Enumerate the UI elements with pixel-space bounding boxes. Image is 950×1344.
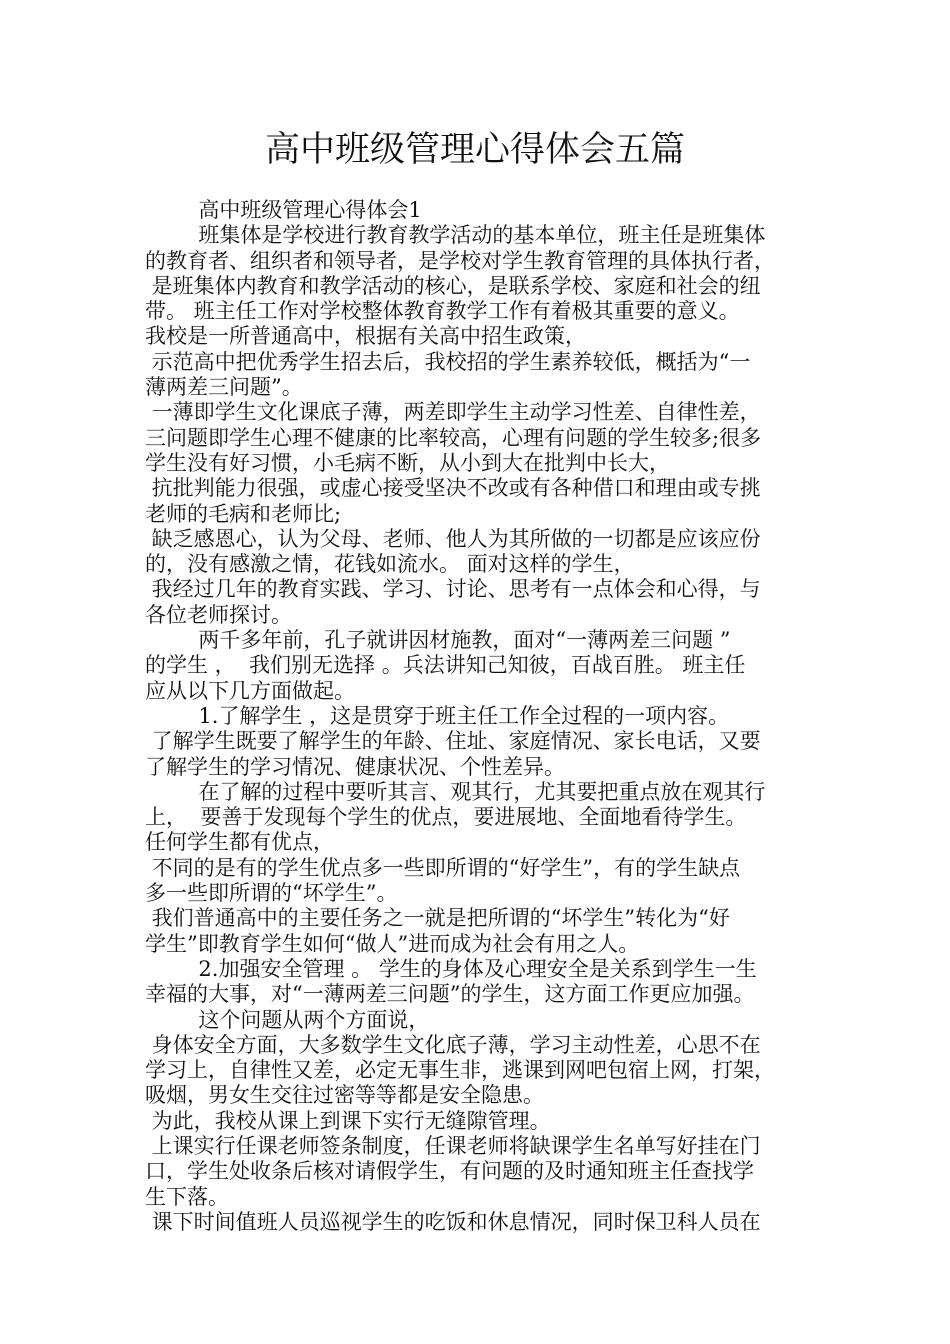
text-line: 这个问题从两个方面说，	[145, 1007, 430, 1032]
text-line: 学生没有好习惯，小毛病不断，从小到大在批判中长大，	[145, 450, 670, 475]
text-line: 吸烟，男女生交往过密等等都是安全隐患。	[145, 1083, 544, 1108]
text-line: 缺乏感恩心，认为父母、老师、他人为其所做的一切都是应该应份	[145, 526, 761, 551]
text-line: 我校是一所普通高中，根据有关高中招生政策，	[145, 324, 586, 349]
text-line: 在了解的过程中要听其言、观其行，尤其要把重点放在观其行	[145, 779, 766, 804]
text-line: 三问题即学生心理不健康的比率较高，心理有问题的学生较多;很多	[145, 425, 762, 450]
text-line: 1.了解学生 ，这是贯穿于班主任工作全过程的一项内容。	[145, 703, 730, 728]
text-line: 我经过几年的教育实践、学习、讨论、思考有一点体会和心得，与	[145, 577, 761, 602]
text-line: 的，没有感激之情，花钱如流水。 面对这样的学生，	[145, 552, 635, 577]
text-line: 的教育者、组织者和领导者，是学校对学生教育管理的具体执行者，	[145, 248, 775, 273]
text-line: 学生”即教育学生如何“做人”进而成为社会有用之人。	[145, 931, 640, 956]
text-line: 是班集体内教育和教学活动的核心，是联系学校、家庭和社会的纽	[145, 273, 761, 298]
text-line: 为此，我校从课上到课下实行无缝隙管理。	[145, 1108, 551, 1133]
text-line: 上课实行任课老师签条制度，任课老师将缺课学生名单写好挂在门	[145, 1133, 761, 1158]
text-line: 两千多年前，孔子就讲因材施教，面对“一薄两差三问题 ”	[145, 628, 731, 653]
text-line: 课下时间值班人员巡视学生的吃饭和休息情况，同时保卫科人员在	[145, 1209, 761, 1234]
text-line: 学习上，自律性又差，必定无事生非，逃课到网吧包宿上网，打架，	[145, 1058, 775, 1083]
text-line: 了解学生既要了解学生的年龄、住址、家庭情况、家长电话，又要	[145, 729, 761, 754]
text-line: 多一些即所谓的“坏学生”。	[145, 881, 398, 906]
text-line: 任何学生都有优点，	[145, 830, 334, 855]
text-line: 的学生 ， 我们别无选择 。兵法讲知己知彼，百战百胜。 班主任	[145, 653, 746, 678]
document-title: 高中班级管理心得体会五篇	[264, 130, 685, 170]
text-line: 示范高中把优秀学生招去后，我校招的学生素养较低，概括为“一	[145, 349, 751, 374]
text-line: 身体安全方面，大多数学生文化底子薄，学习主动性差，心思不在	[145, 1032, 761, 1057]
text-line: 薄两差三问题”。	[145, 375, 303, 400]
text-line: 幸福的大事，对“一薄两差三问题”的学生，这方面工作更应加强。	[145, 982, 755, 1007]
document-body	[145, 198, 825, 1235]
text-line: 抗批判能力很强，或虚心接受坚决不改或有各种借口和理由或专挑	[145, 476, 761, 501]
text-line: 老师的毛病和老师比;	[145, 501, 342, 526]
text-line: 一薄即学生文化课底子薄，两差即学生主动学习性差、自律性差，	[145, 400, 761, 425]
text-line: 了解学生的学习情况、健康状况、个性差异。	[145, 754, 565, 779]
text-line: 我们普通高中的主要任务之一就是把所谓的“坏学生”转化为“好	[145, 906, 730, 931]
text-line: 口，学生处收条后核对请假学生，有问题的及时通知班主任查找学	[145, 1159, 754, 1184]
text-line: 不同的是有的学生优点多一些即所谓的“好学生”，有的学生缺点	[145, 855, 741, 880]
text-line: 班集体是学校进行教育教学活动的基本单位，班主任是班集体	[145, 223, 766, 248]
text-line: 2.加强安全管理 。 学生的身体及心理安全是关系到学生一生	[145, 956, 757, 981]
text-line: 应从以下几方面做起。	[145, 678, 355, 703]
text-line: 带。 班主任工作对学校整体教育教学工作有着极其重要的意义。	[145, 299, 740, 324]
text-line: 生下落。	[145, 1184, 229, 1209]
text-line: 各位老师探讨。	[145, 602, 292, 627]
text-line: 高中班级管理心得体会1	[145, 198, 422, 222]
text-line: 上， 要善于发现每个学生的优点，要进展地、全面地看待学生。	[145, 805, 747, 830]
